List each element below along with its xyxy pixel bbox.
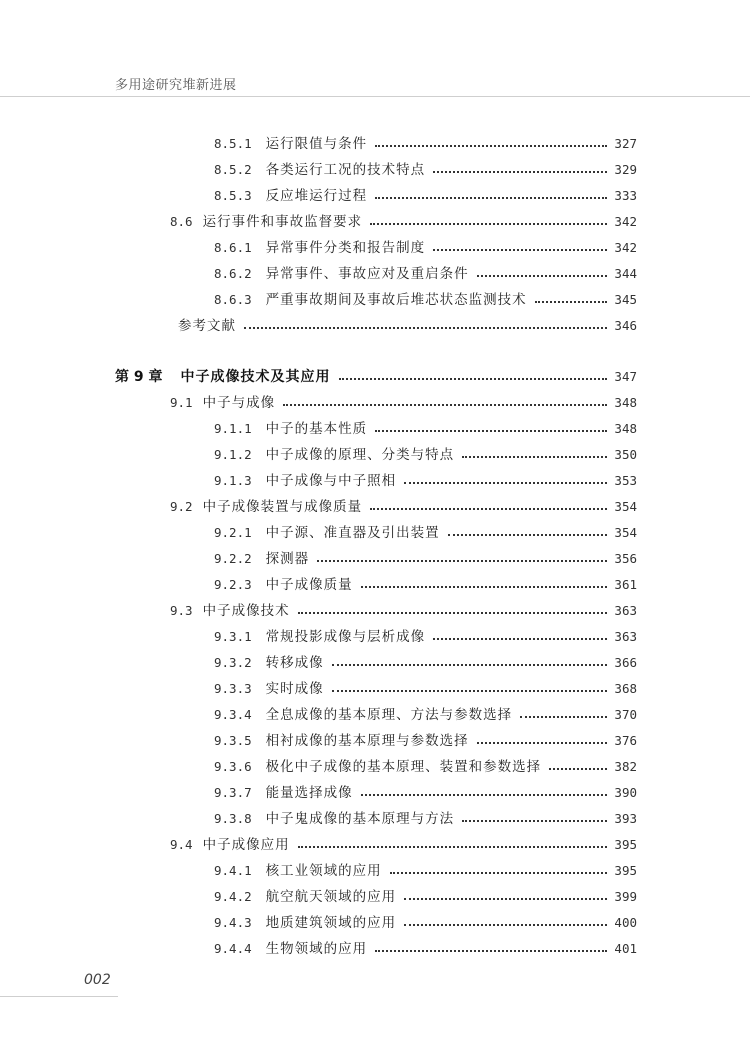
toc-leader-dots — [477, 275, 607, 277]
toc-entry — [170, 497, 637, 517]
toc-entry-number: 9.3.1 — [214, 629, 252, 644]
toc-leader-dots — [462, 456, 607, 458]
toc-entry — [170, 316, 637, 336]
toc-entry — [214, 627, 637, 647]
toc-entry-title: 异常事件、事故应对及重启条件 — [265, 266, 469, 282]
toc-entry-number: 9.1 — [170, 395, 193, 410]
toc-entry — [214, 783, 637, 803]
toc-entry-number: 8.5.2 — [214, 162, 252, 177]
toc-entry-title: 地质建筑领域的应用 — [265, 915, 397, 931]
toc-entry-page: 347 — [614, 369, 637, 384]
toc-entry-page: 348 — [614, 395, 637, 410]
toc-entry — [214, 679, 637, 699]
toc-entry-number: 9.4 — [170, 837, 193, 852]
toc-entry-title: 各类运行工况的技术特点 — [265, 162, 426, 178]
toc-entry-number: 9.4.1 — [214, 863, 252, 878]
toc-leader-dots — [535, 301, 607, 303]
toc-leader-dots — [433, 638, 607, 640]
toc-entry-page: 395 — [614, 837, 637, 852]
toc-entry-page: 382 — [614, 759, 637, 774]
toc-entry-number: 9.1.3 — [214, 473, 252, 488]
toc-leader-dots — [433, 171, 607, 173]
toc-leader-dots — [370, 508, 607, 510]
toc-entry-page: 354 — [614, 525, 637, 540]
toc-entry-page: 401 — [614, 941, 637, 956]
toc-leader-dots — [390, 872, 607, 874]
toc-entry-title: 中子成像技术及其应用 — [180, 369, 331, 385]
toc-entry-title: 中子鬼成像的基本原理与方法 — [265, 811, 455, 827]
toc-entry — [214, 575, 637, 595]
toc-entry — [214, 809, 637, 829]
toc-entry — [170, 393, 637, 413]
toc-entry — [214, 887, 637, 907]
toc-entry-page: 361 — [614, 577, 637, 592]
toc-leader-dots — [339, 378, 608, 380]
toc-entry-page: 329 — [614, 162, 637, 177]
toc-entry-number: 9.3.2 — [214, 655, 252, 670]
toc-entry-number: 8.5.3 — [214, 188, 252, 203]
toc-entry-title: 中子成像的原理、分类与特点 — [265, 447, 455, 463]
toc-entry-number: 9.3.7 — [214, 785, 252, 800]
toc-entry — [214, 471, 637, 491]
toc-entry-page: 399 — [614, 889, 637, 904]
toc-entry-page: 376 — [614, 733, 637, 748]
toc-entry — [170, 601, 637, 621]
toc-entry-number: 9.2.1 — [214, 525, 252, 540]
toc-entry-number: 9.4.2 — [214, 889, 252, 904]
toc-entry-number: 9.3.6 — [214, 759, 252, 774]
toc-entry-title: 转移成像 — [265, 655, 324, 671]
toc-leader-dots — [375, 430, 607, 432]
toc-entry-page: 342 — [614, 240, 637, 255]
toc-leader-dots — [370, 223, 607, 225]
toc-entry — [214, 549, 637, 569]
toc-entry-number: 8.6.3 — [214, 292, 252, 307]
toc-leader-dots — [244, 327, 607, 329]
toc-entry-title: 严重事故期间及事故后堆芯状态监测技术 — [265, 292, 527, 308]
toc-entry-number: 9.3.4 — [214, 707, 252, 722]
running-head: 多用途研究堆新进展 — [115, 78, 237, 93]
toc-entry — [214, 653, 637, 673]
toc-entry-page: 345 — [614, 292, 637, 307]
toc-entry-page: 344 — [614, 266, 637, 281]
toc-entry — [214, 757, 637, 777]
toc-entry-number: 8.6 — [170, 214, 193, 229]
toc-entry-title: 生物领域的应用 — [265, 941, 368, 957]
toc-entry-page: 370 — [614, 707, 637, 722]
toc-entry — [214, 445, 637, 465]
toc-leader-dots — [332, 690, 607, 692]
toc-entry — [214, 160, 637, 180]
toc-leader-dots — [433, 249, 607, 251]
toc-leader-dots — [375, 197, 607, 199]
toc-leader-dots — [404, 898, 607, 900]
toc-leader-dots — [283, 404, 607, 406]
toc-entry-page: 348 — [614, 421, 637, 436]
toc-leader-dots — [462, 820, 607, 822]
toc-entry — [214, 705, 637, 725]
toc-entry — [214, 238, 637, 258]
footer-rule — [0, 996, 118, 997]
toc-leader-dots — [520, 716, 607, 718]
toc-entry-page: 395 — [614, 863, 637, 878]
toc-entry — [214, 134, 637, 154]
toc-entry-number: 9.4.4 — [214, 941, 252, 956]
toc-leader-dots — [375, 950, 607, 952]
toc-entry — [214, 186, 637, 206]
toc-entry-title: 参考文献 — [178, 318, 236, 334]
toc-entry-page: 363 — [614, 629, 637, 644]
toc-entry — [214, 523, 637, 543]
toc-entry-title: 运行限值与条件 — [265, 136, 368, 152]
toc-entry-number: 9.1.1 — [214, 421, 252, 436]
toc-entry-number: 9.2 — [170, 499, 193, 514]
toc-entry-page: 342 — [614, 214, 637, 229]
toc-entry-page: 327 — [614, 136, 637, 151]
toc-leader-dots — [477, 742, 607, 744]
toc-entry-page: 356 — [614, 551, 637, 566]
toc-entry — [214, 939, 637, 959]
toc-entry-number: 9.3.5 — [214, 733, 252, 748]
toc-entry-page: 390 — [614, 785, 637, 800]
toc-entry-title: 中子源、准直器及引出装置 — [265, 525, 440, 541]
toc-entry-page: 353 — [614, 473, 637, 488]
toc-entry-title: 探测器 — [265, 551, 310, 567]
toc-entry-title: 极化中子成像的基本原理、装置和参数选择 — [265, 759, 542, 775]
toc-entry — [214, 913, 637, 933]
toc-entry-title: 中子的基本性质 — [265, 421, 368, 437]
toc-entry-number: 9.3 — [170, 603, 193, 618]
toc-entry-page: 333 — [614, 188, 637, 203]
toc-entry-title: 核工业领域的应用 — [265, 863, 382, 879]
toc-entry — [214, 419, 637, 439]
toc-entry-page: 400 — [614, 915, 637, 930]
toc-entry-title: 相衬成像的基本原理与参数选择 — [265, 733, 469, 749]
toc-entry-page: 354 — [614, 499, 637, 514]
toc-entry-page: 346 — [614, 318, 637, 333]
toc-leader-dots — [298, 612, 607, 614]
toc-entry-number: 第 9 章 — [115, 369, 163, 385]
toc-leader-dots — [404, 482, 607, 484]
toc-entry-title: 运行事件和事故监督要求 — [202, 214, 363, 230]
page-number: 002 — [84, 972, 111, 988]
toc-entry-page: 393 — [614, 811, 637, 826]
header-rule — [0, 96, 750, 97]
toc-entry — [170, 835, 637, 855]
toc-leader-dots — [361, 586, 607, 588]
toc-entry-title: 中子成像装置与成像质量 — [202, 499, 363, 515]
toc-entry-title: 中子成像质量 — [265, 577, 353, 593]
toc-entry — [214, 861, 637, 881]
toc-entry-title: 中子成像技术 — [202, 603, 290, 619]
toc-entry — [170, 212, 637, 232]
toc-entry — [214, 731, 637, 751]
toc-leader-dots — [404, 924, 607, 926]
toc-leader-dots — [361, 794, 607, 796]
toc-leader-dots — [332, 664, 607, 666]
toc-entry-title: 常规投影成像与层析成像 — [265, 629, 426, 645]
toc-entry-number: 9.1.2 — [214, 447, 252, 462]
toc-entry — [115, 367, 637, 387]
toc-entry-page: 366 — [614, 655, 637, 670]
toc-entry-number: 8.5.1 — [214, 136, 252, 151]
toc-entry-number: 9.2.3 — [214, 577, 252, 592]
toc-leader-dots — [298, 846, 607, 848]
toc-entry-title: 能量选择成像 — [265, 785, 353, 801]
toc-entry-title: 航空航天领域的应用 — [265, 889, 397, 905]
toc-entry-number: 8.6.1 — [214, 240, 252, 255]
toc-entry — [214, 264, 637, 284]
toc-entry-title: 中子成像应用 — [202, 837, 290, 853]
toc-entry-number: 9.3.8 — [214, 811, 252, 826]
toc-entry-page: 350 — [614, 447, 637, 462]
toc-leader-dots — [375, 145, 607, 147]
toc-entry-title: 中子与成像 — [202, 395, 276, 411]
toc-entry-title: 全息成像的基本原理、方法与参数选择 — [265, 707, 513, 723]
toc-entry-page: 368 — [614, 681, 637, 696]
toc-entry-title: 实时成像 — [265, 681, 324, 697]
toc-entry-title: 中子成像与中子照相 — [265, 473, 397, 489]
toc-entry-number: 8.6.2 — [214, 266, 252, 281]
toc-leader-dots — [549, 768, 607, 770]
toc-entry-title: 异常事件分类和报告制度 — [265, 240, 426, 256]
toc-entry — [214, 290, 637, 310]
toc-entry-number: 9.2.2 — [214, 551, 252, 566]
toc-leader-dots — [448, 534, 607, 536]
toc-entry-title: 反应堆运行过程 — [265, 188, 368, 204]
toc-entry-number: 9.3.3 — [214, 681, 252, 696]
toc-leader-dots — [317, 560, 607, 562]
toc-entry-page: 363 — [614, 603, 637, 618]
toc-entry-number: 9.4.3 — [214, 915, 252, 930]
